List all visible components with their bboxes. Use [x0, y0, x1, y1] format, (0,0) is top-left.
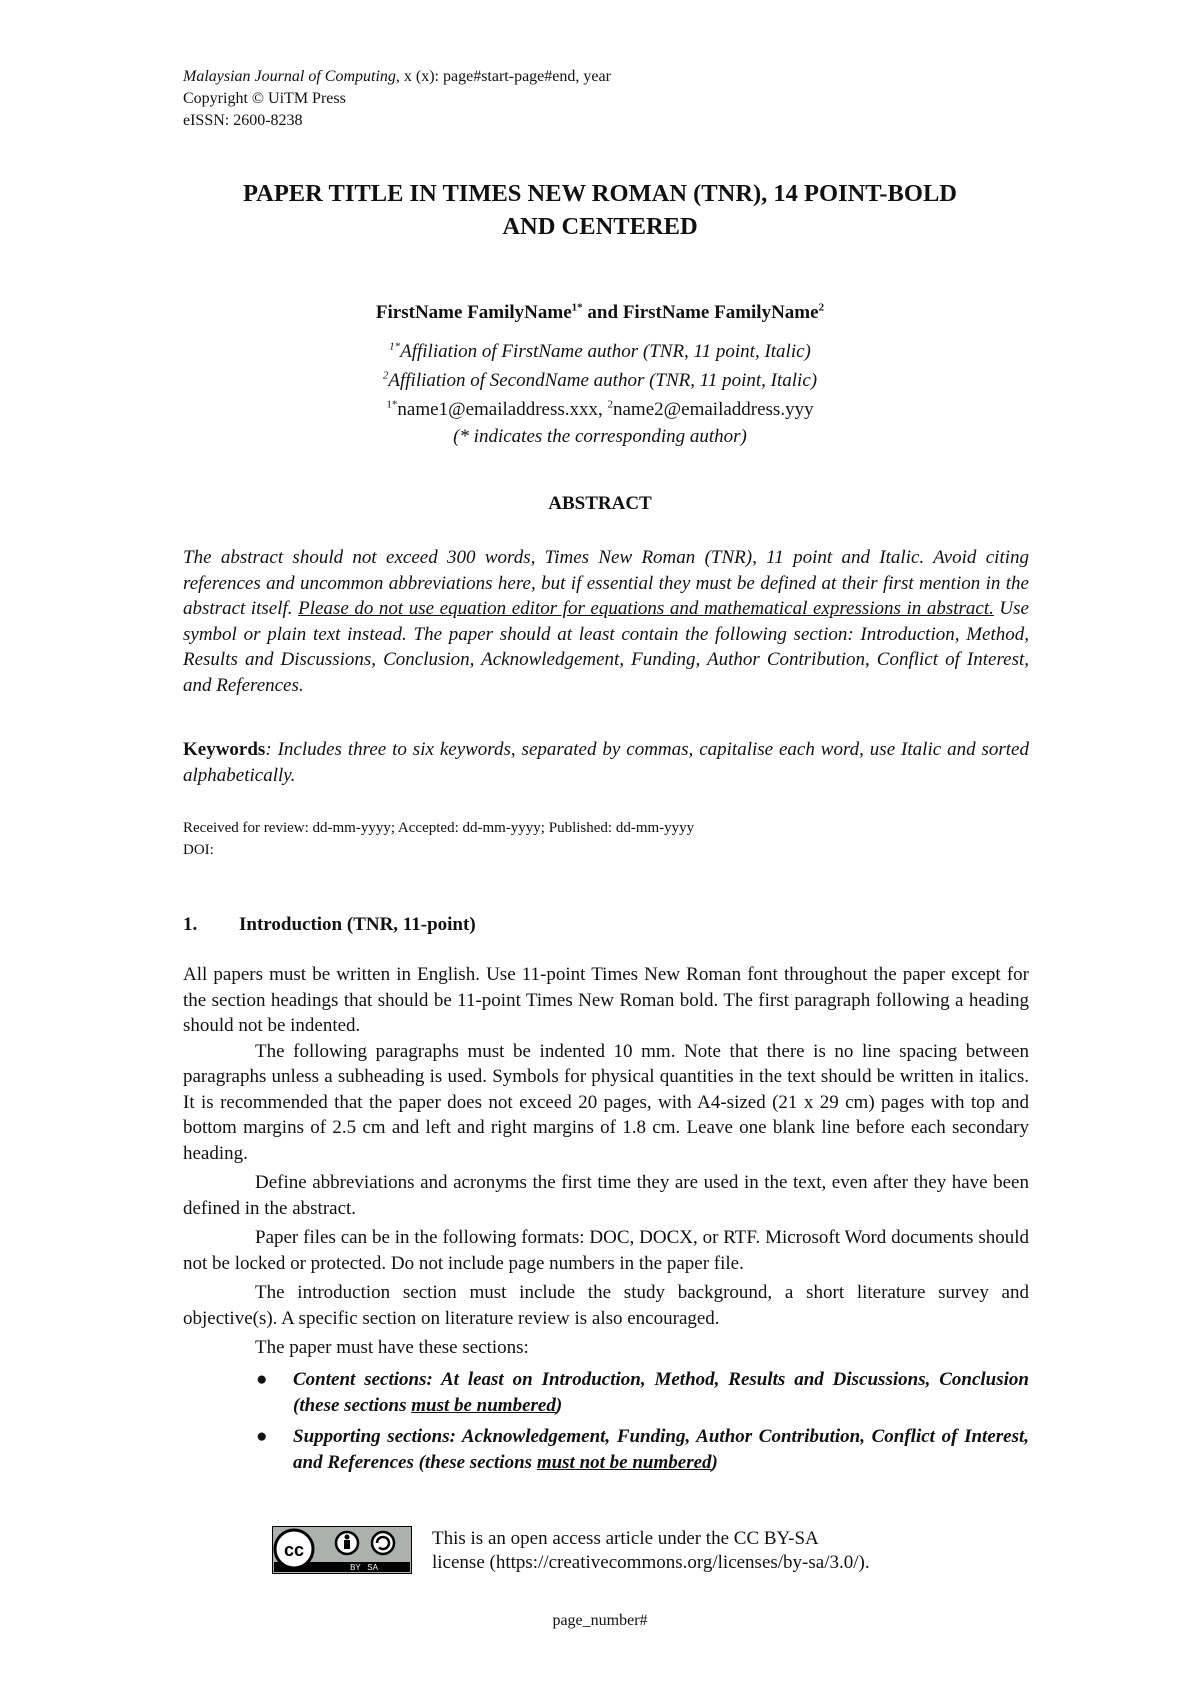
affiliation-2 [150, 370, 1050, 392]
keywords-label: Keywords [183, 739, 266, 760]
author-2-sup: 2 [818, 301, 825, 314]
list-item-text: Content sections: At least on Introduction, Method, Results and Discussions, Conclusion (these sections [293, 1369, 1029, 1416]
keywords-text: : Includes three to six keywords, separated by commas, capitalise each word, use Italic and sorted alphabetically. [183, 739, 1029, 786]
license-line-1: This is an open access article under the CC BY-SA [432, 1528, 819, 1549]
paragraph-3: Define abbreviations and acronyms the first time they are used in the text, even after they have been defined in the abstract. [183, 1172, 1029, 1219]
email-2-sup: 2 [607, 398, 613, 411]
keywords [183, 737, 1029, 788]
section-1-body [183, 962, 1029, 1361]
paragraph-4: Paper files can be in the following formats: DOC, DOCX, or RTF. Microsoft Word documents should not be locked or protected. Do not include page numbers in the paper file. [183, 1227, 1029, 1274]
svg-text:cc: cc [283, 1540, 305, 1560]
abstract-text [183, 545, 1029, 698]
list-item [256, 1424, 1029, 1475]
list-item-underlined: must be numbered [411, 1394, 556, 1416]
paragraph-5: The introduction section must include the study background, a short literature survey and objective(s). A specific section on literature review is also encouraged. [183, 1282, 1029, 1329]
author-1-sup: 1* [571, 301, 583, 314]
abstract-underlined: Please do not use equation editor for equations and mathematical expressions in abstract. [298, 598, 994, 619]
cc-badge-text: BY SA [350, 1563, 378, 1572]
license-text [432, 1527, 870, 1575]
journal-citation [183, 66, 611, 87]
sa-icon [372, 1532, 394, 1554]
paragraph-2: The following paragraphs must be indented 10 mm. Note that there is no line spacing between paragraphs unless a subheading is used. Symbols for physical quantities in the text should be written in italics. It is recommended that the paper does not exceed 20 pages, with A4-sized (21 x 29 cm) pages with top and bottom margins of 2.5 cm and left and right margins of 1.8 cm. Leave one blank line before each secondary heading. [183, 1040, 1029, 1164]
page-number: page_number# [552, 1612, 648, 1629]
paragraph-1: All papers must be written in English. Use 11-point Times New Roman font throughout the paper except for the section headings that should be 11-point Times New Roman bold. The first paragraph following a heading should not be indented. [183, 964, 1029, 1036]
abstract-part-1: The abstract should not exceed 300 words, Times New Roman (TNR), 11 point and Italic. Avoid citing references and uncommon abbreviations here, but if essential they must be defined at their first mention in the abstract itself. [183, 547, 1029, 619]
title-line-2: AND CENTERED [502, 213, 698, 240]
journal-volume: , x (x): page#start-page#end, year [395, 68, 611, 85]
affiliation-1-sup: 1* [389, 340, 401, 353]
section-1-heading [183, 914, 476, 936]
required-sections-list [256, 1367, 1029, 1481]
cc-by-sa-badge [272, 1526, 412, 1574]
email-1: name1@emailaddress.xxx, [397, 399, 608, 420]
list-item-end: ) [711, 1451, 718, 1473]
list-item [256, 1367, 1029, 1418]
copyright-line: Copyright © UiTM Press [183, 90, 346, 107]
author-line [150, 302, 1050, 324]
section-1-number: 1. [183, 914, 198, 935]
email-1-sup: 1* [386, 398, 398, 411]
list-item-end: ) [555, 1394, 563, 1416]
review-dates: Received for review: dd-mm-yyyy; Accepted: dd-mm-yyyy; Published: dd-mm-yyyy [183, 820, 695, 836]
author-and: and [582, 302, 623, 323]
affiliation-2-sup: 2 [382, 369, 389, 382]
abstract-heading: ABSTRACT [548, 493, 652, 514]
list-item-underlined: must not be numbered [536, 1451, 712, 1473]
cc-badge-graphic [272, 1526, 412, 1574]
license-line-2: license (https://creativecommons.org/licenses/by-sa/3.0/). [432, 1552, 870, 1573]
list-item-text: Supporting sections: Acknowledgement, Funding, Author Contribution, Conflict of Interest, and References (these sections [293, 1426, 1029, 1473]
author-2: FirstName FamilyName [622, 302, 819, 323]
affiliation-2-text: Affiliation of SecondName author (TNR, 11 point, Italic) [388, 370, 818, 391]
corresponding-note: (* indicates the corresponding author) [453, 426, 747, 447]
bullet-icon: ● [256, 1426, 268, 1447]
affiliation-1 [150, 341, 1050, 363]
eissn-line: eISSN: 2600-8238 [183, 112, 303, 129]
section-1-title: Introduction (TNR, 11-point) [239, 914, 476, 935]
paragraph-6: The paper must have these sections: [255, 1337, 529, 1358]
journal-name: Malaysian Journal of Computing [183, 68, 396, 85]
bullet-icon: ● [256, 1369, 268, 1390]
doi-line: DOI: [183, 842, 214, 858]
title-line-1: PAPER TITLE IN TIMES NEW ROMAN (TNR), 14 POINT-BOLD [242, 180, 957, 207]
abstract-part-2: Use symbol or plain text instead. The paper should at least contain the following section: Introduction, Method, Results and Discussions, Conclusion, Acknowledgement, Funding, Author Contribution, Conflict of Interest, and References. [183, 598, 1029, 696]
paper-title [150, 177, 1050, 243]
email-line [150, 399, 1050, 421]
author-1: FirstName FamilyName [375, 302, 572, 323]
affiliation-1-text: Affiliation of FirstName author (TNR, 11 point, Italic) [400, 341, 811, 362]
email-2: name2@emailaddress.yyy [613, 399, 814, 420]
